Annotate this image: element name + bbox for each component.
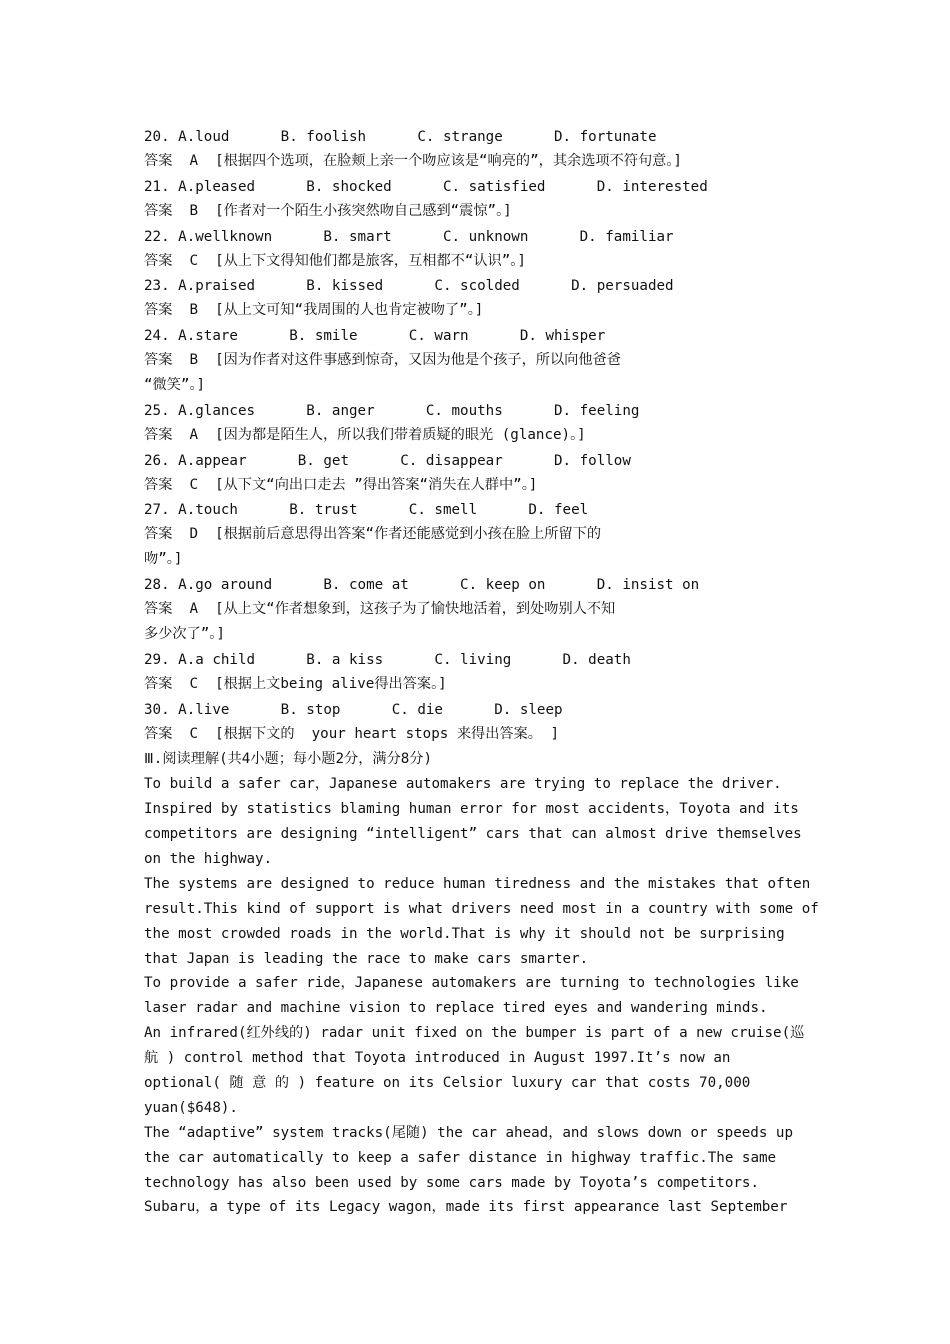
passage-line: The “adaptive” system tracks(尾随) the car ahead，and slows down or speeds up bbox=[144, 1125, 794, 1141]
question-24-answer: 答案 B [因为作者对这件事感到惊奇，又因为他是个孩子，所以向他爸爸 bbox=[144, 352, 621, 368]
passage-line: An infrared(红外线的) radar unit fixed on the bumper is part of a new cruise(巡 bbox=[144, 1025, 805, 1041]
passage-line: the most crowded roads in the world.That is why it should not be surprising bbox=[144, 926, 785, 942]
question-25-stem: 25. A.glances B. anger C. mouths D. feeling bbox=[144, 403, 640, 419]
question-28-answer-cont: 多少次了”。] bbox=[144, 626, 225, 642]
passage-line: The systems are designed to reduce human tiredness and the mistakes that often bbox=[144, 876, 811, 892]
passage-line: 航 ) control method that Toyota introduced in August 1997.It’s now an bbox=[144, 1050, 731, 1066]
question-21-answer: 答案 B [作者对一个陌生小孩突然吻自己感到“震惊”。] bbox=[144, 203, 512, 219]
passage-line: competitors are designing “intelligent” cars that can almost drive themselves bbox=[144, 826, 802, 842]
passage-line: To provide a safer ride，Japanese automakers are turning to technologies like bbox=[144, 975, 799, 991]
question-20-stem: 20. A.loud B. foolish C. strange D. fortunate bbox=[144, 129, 657, 145]
passage-line: yuan($648). bbox=[144, 1100, 238, 1116]
passage-line: that Japan is leading the race to make cars smarter. bbox=[144, 951, 589, 967]
question-29-stem: 29. A.a child B. a kiss C. living D. death bbox=[144, 652, 631, 668]
question-28-stem: 28. A.go around B. come at C. keep on D. insist on bbox=[144, 577, 700, 593]
question-24-answer-cont: “微笑”。] bbox=[144, 377, 206, 393]
question-29-answer: 答案 C [根据上文being alive得出答案。] bbox=[144, 676, 447, 692]
passage-line: technology has also been used by some cars made by Toyota’s competitors. bbox=[144, 1175, 759, 1191]
question-20-answer: 答案 A [根据四个选项，在脸颊上亲一个吻应该是“响亮的”，其余选项不符句意。] bbox=[144, 153, 682, 169]
question-22-answer: 答案 C [从上下文得知他们都是旅客，互相都不“认识”。] bbox=[144, 253, 526, 269]
section-title: Ⅲ.阅读理解(共4小题；每小题2分，满分8分) bbox=[144, 751, 433, 767]
question-27-answer: 答案 D [根据前后意思得出答案“作者还能感觉到小孩在脸上所留下的 bbox=[144, 526, 602, 542]
passage-line: To build a safer car，Japanese automakers are trying to replace the driver. bbox=[144, 776, 782, 792]
passage-line: the car automatically to keep a safer distance in highway traffic.The same bbox=[144, 1150, 777, 1166]
question-30-answer: 答案 C [根据下文的 your heart stops 来得出答案。 ] bbox=[144, 726, 560, 742]
question-30-stem: 30. A.live B. stop C. die D. sleep bbox=[144, 702, 563, 718]
passage-line: laser radar and machine vision to replace tired eyes and wandering minds. bbox=[144, 1000, 768, 1016]
question-27-stem: 27. A.touch B. trust C. smell D. feel bbox=[144, 502, 589, 518]
passage-line: on the highway. bbox=[144, 851, 273, 867]
passage-line: Subaru，a type of its Legacy wagon，made its first appearance last September bbox=[144, 1199, 788, 1215]
passage-line: result.This kind of support is what drivers need most in a country with some of bbox=[144, 901, 819, 917]
question-23-stem: 23. A.praised B. kissed C. scolded D. persuaded bbox=[144, 278, 674, 294]
question-27-answer-cont: 吻”。] bbox=[144, 551, 183, 567]
question-26-answer: 答案 C [从下文“向出口走去 ”得出答案“消失在人群中”。] bbox=[144, 477, 538, 493]
question-25-answer: 答案 A [因为都是陌生人，所以我们带着质疑的眼光 (glance)。] bbox=[144, 427, 586, 443]
question-26-stem: 26. A.appear B. get C. disappear D. follow bbox=[144, 453, 631, 469]
question-28-answer: 答案 A [从上文“作者想象到，这孩子为了愉快地活着，到处吻别人不知 bbox=[144, 601, 616, 617]
passage-line: Inspired by statistics blaming human error for most accidents，Toyota and its bbox=[144, 801, 799, 817]
question-21-stem: 21. A.pleased B. shocked C. satisfied D. interested bbox=[144, 179, 708, 195]
question-24-stem: 24. A.stare B. smile C. warn D. whisper bbox=[144, 328, 606, 344]
question-22-stem: 22. A.wellknown B. smart C. unknown D. familiar bbox=[144, 229, 674, 245]
question-23-answer: 答案 B [从上文可知“我周围的人也肯定被吻了”。] bbox=[144, 302, 484, 318]
passage-line: optional( 随 意 的 ) feature on its Celsior luxury car that costs 70,000 bbox=[144, 1075, 751, 1091]
